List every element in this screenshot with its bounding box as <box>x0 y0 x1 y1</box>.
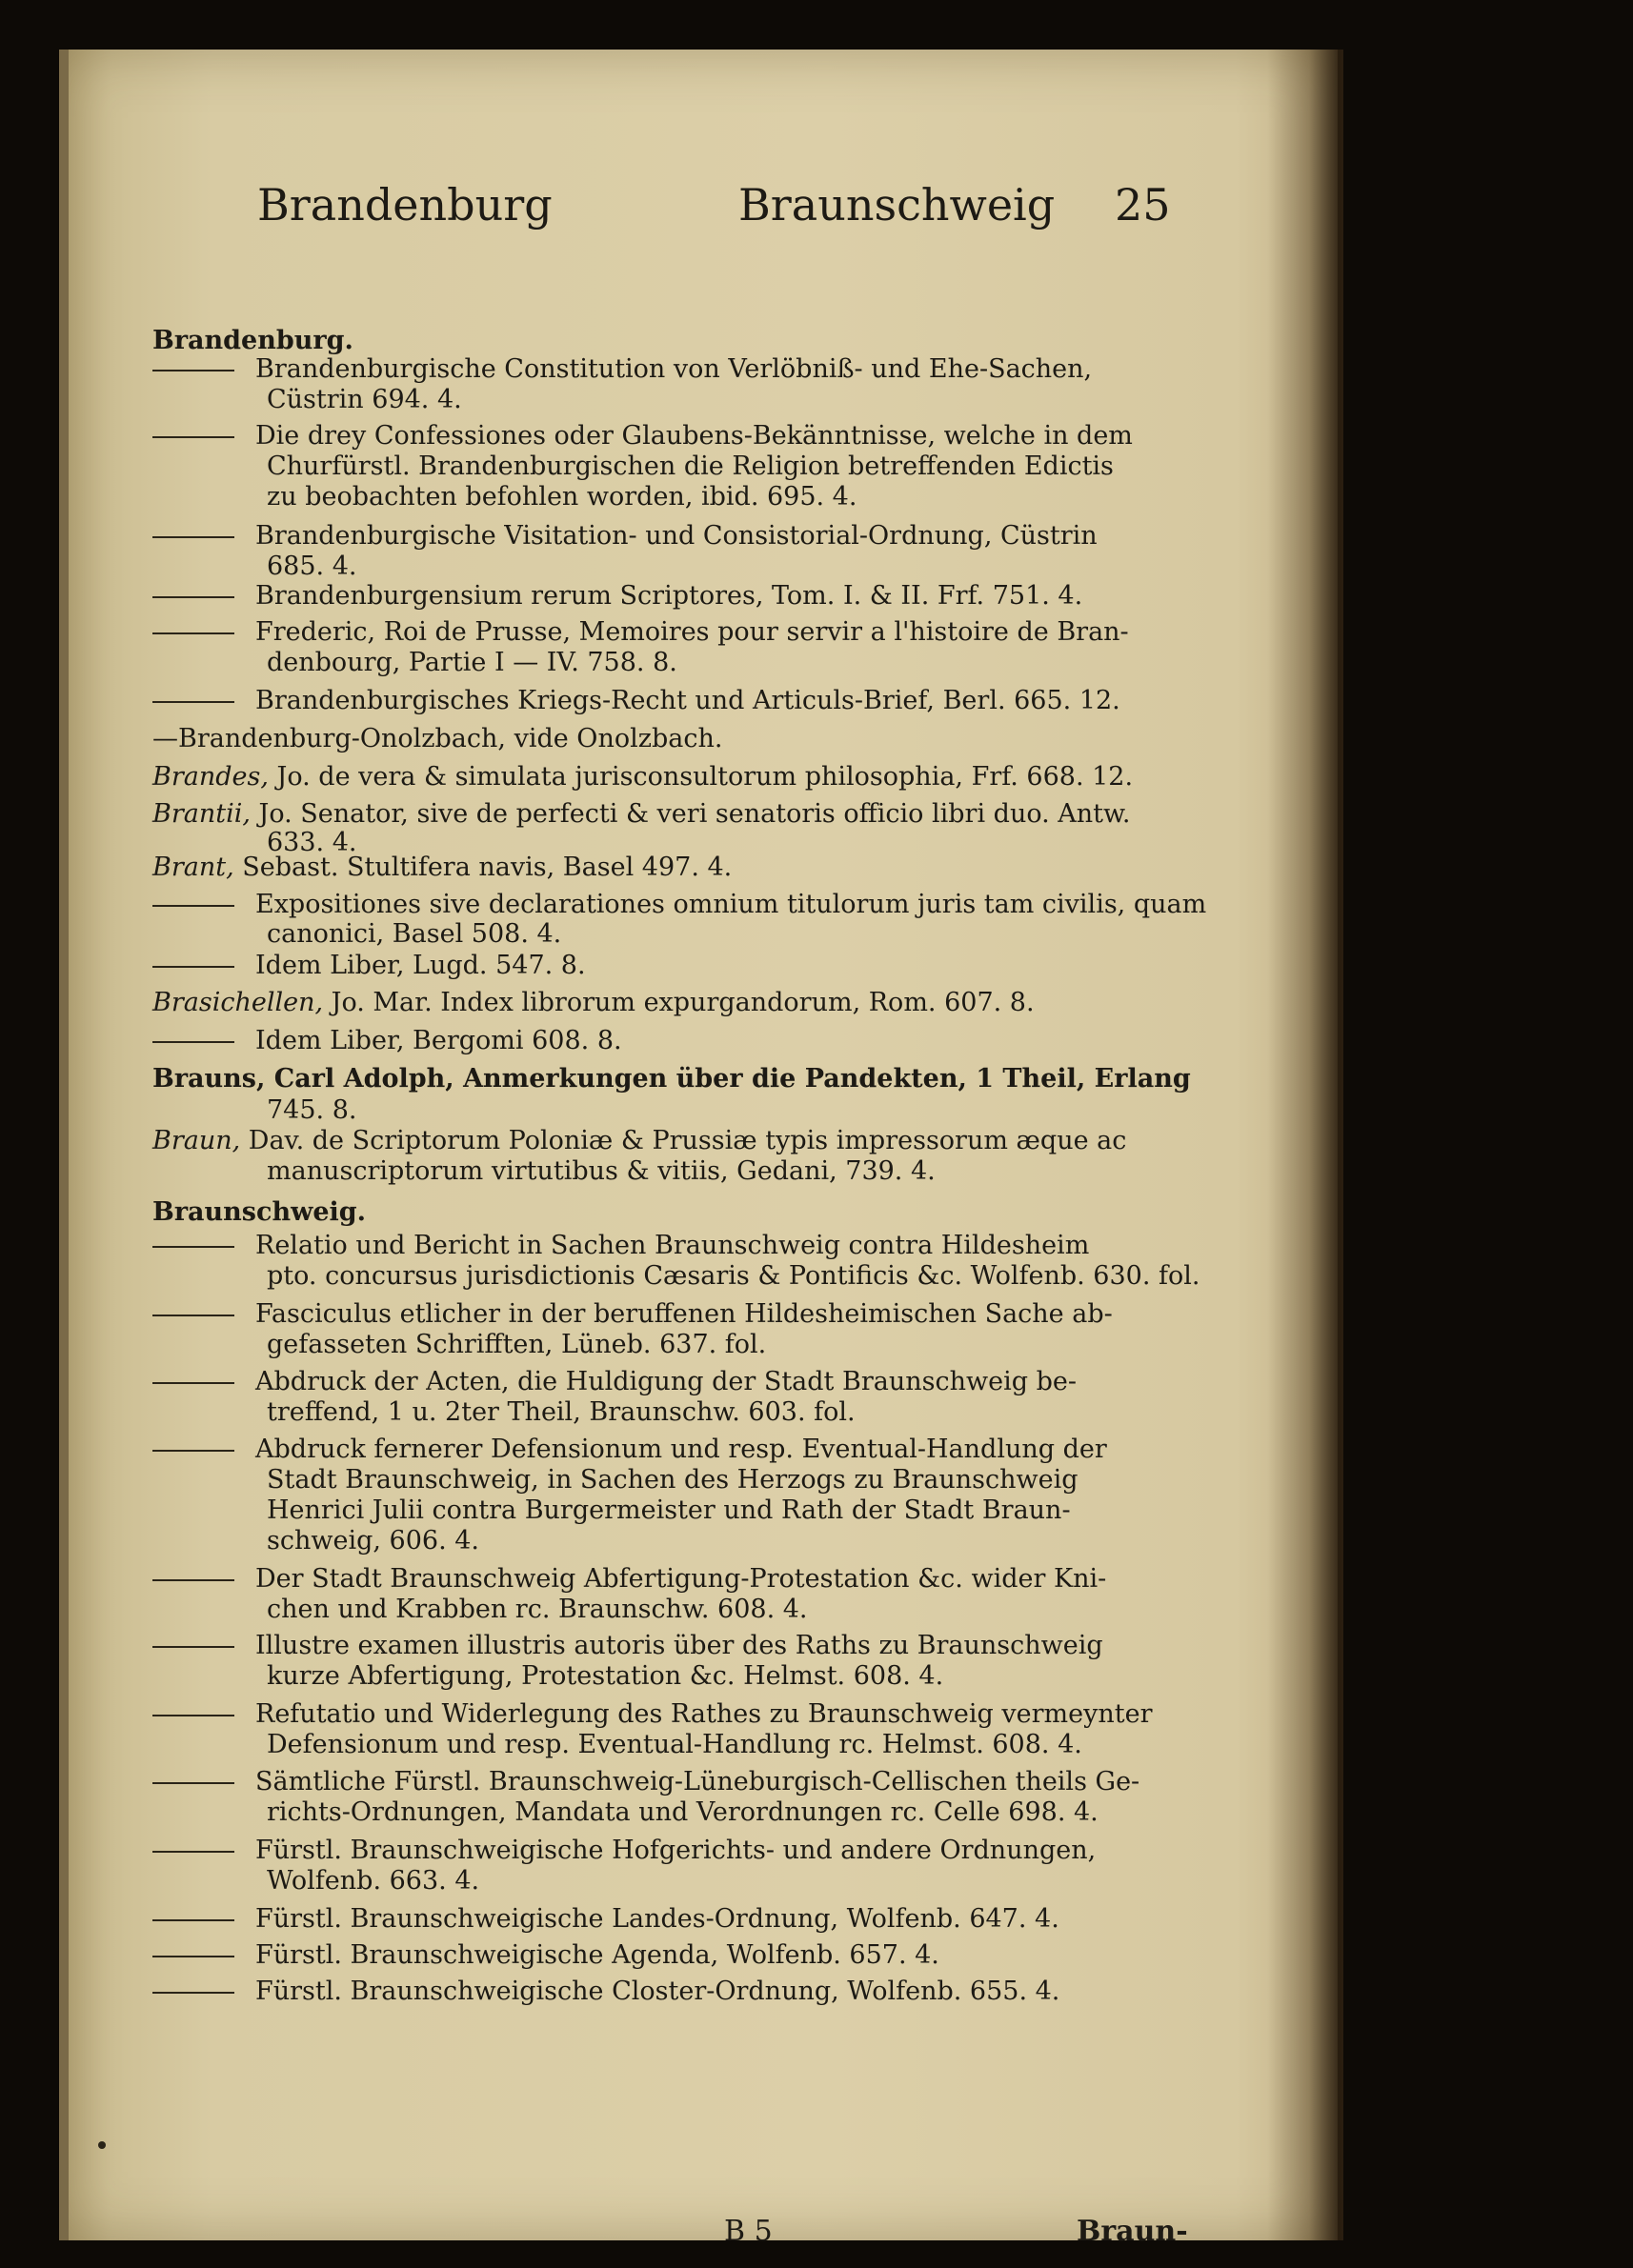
book-page <box>152 162 1210 2248</box>
ditto-dash <box>152 596 234 598</box>
catchword: Braun- <box>1077 2215 1188 2248</box>
entry-line <box>152 1435 1107 1465</box>
ditto-dash <box>152 436 234 438</box>
entry-text: Brandenburgisches Kriegs-Recht und Articuls-Brief, Berl. 665. 12. <box>255 686 1120 715</box>
entry-text: Illustre examen illustris autoris über des Raths zu Braunschweig <box>255 1631 1103 1660</box>
entry-line <box>267 1495 1071 1526</box>
entry-text: 633. 4. <box>267 828 357 857</box>
ink-spot <box>98 2141 106 2149</box>
ditto-dash <box>152 370 234 371</box>
entry-line <box>267 1261 1200 1292</box>
signature-mark: B 5 <box>724 2215 773 2248</box>
ditto-dash <box>152 1715 234 1716</box>
entry-line <box>152 1699 1153 1730</box>
entry-text: Idem Liber, Bergomi 608. 8. <box>255 1026 622 1055</box>
entry-text: pto. concursus jurisdictionis Cæsaris & Pontificis &c. Wolfenb. 630. fol. <box>267 1261 1200 1291</box>
left-page-edge <box>59 50 69 2240</box>
entry-text: Fasciculus etlicher in der beruffenen Hildesheimischen Sache ab- <box>255 1299 1113 1329</box>
entry-line <box>152 686 1120 716</box>
entry-line <box>152 421 1133 452</box>
ditto-dash <box>152 1382 234 1384</box>
running-head-left: Brandenburg <box>257 179 553 231</box>
ditto-dash <box>152 905 234 907</box>
entry-text: Sämtliche Fürstl. Braunschweig-Lüneburgisch-Cellischen theils Ge- <box>255 1767 1140 1796</box>
entry-line <box>152 1126 1126 1156</box>
entry-text: denbourg, Partie I — IV. 758. 8. <box>267 648 677 677</box>
running-head-center: Braunschweig <box>738 179 1056 231</box>
entry-text: Abdruck der Acten, die Huldigung der Stadt Braunschweig be- <box>255 1367 1077 1396</box>
entry-text: Wolfenb. 663. 4. <box>267 1866 480 1896</box>
entry-text: Brantii, Jo. Senator, sive de perfecti & veri senatoris officio libri duo. Antw. <box>152 799 1131 829</box>
entry-text: Brandenburgische Constitution von Verlöbniß- und Ehe-Sachen, <box>255 354 1093 384</box>
entry-text: Brasichellen, Jo. Mar. Index librorum expurgandorum, Rom. 607. 8. <box>152 988 1035 1017</box>
ditto-dash <box>152 1315 234 1316</box>
entry-text: Idem Liber, Lugd. 547. 8. <box>255 951 586 980</box>
author-name: Brasichellen, <box>152 988 324 1017</box>
entry-line <box>267 552 356 582</box>
entry-line <box>267 1595 808 1625</box>
entry-line <box>267 1730 1082 1760</box>
author-name: Brantii, <box>152 799 251 829</box>
entry-line <box>267 452 1114 482</box>
entry-text: Fürstl. Braunschweigische Closter-Ordnung, Wolfenb. 655. 4. <box>255 1977 1060 2006</box>
entry-line <box>267 385 462 415</box>
entry-text: schweig, 606. 4. <box>267 1526 480 1555</box>
entry-text: Henrici Julii contra Burgermeister und Rath der Stadt Braun- <box>267 1495 1071 1525</box>
entry-text: Brandes, Jo. de vera & simulata jurisconsultorum philosophia, Frf. 668. 12. <box>152 762 1134 792</box>
entry-line <box>152 1564 1106 1595</box>
entry-line <box>152 1940 939 1971</box>
entry-text: gefasseten Schrifften, Lüneb. 637. fol. <box>267 1330 767 1359</box>
entry-text: 685. 4. <box>267 552 357 581</box>
entry-text: 745. 8. <box>267 1095 357 1125</box>
entry-line <box>267 1797 1099 1828</box>
ditto-dash <box>152 966 234 968</box>
entry-line <box>152 762 1133 793</box>
page-number: 25 <box>1115 179 1171 231</box>
entry-line <box>152 1197 366 1228</box>
entry-line <box>152 853 732 883</box>
ditto-dash <box>152 1246 234 1248</box>
entry-line <box>267 1866 479 1897</box>
entry-line <box>267 1095 356 1126</box>
entry-text: treffend, 1 u. 2ter Theil, Braunschw. 603. fol. <box>267 1397 856 1427</box>
entry-text: Fürstl. Braunschweigische Landes-Ordnung, Wolfenb. 647. 4. <box>255 1904 1059 1934</box>
entry-text: Defensionum und resp. Eventual-Handlung rc. Helmst. 608. 4. <box>267 1730 1082 1759</box>
entry-text: manuscriptorum virtutibus & vitiis, Gedani, 739. 4. <box>267 1156 936 1186</box>
ditto-dash <box>152 1450 234 1452</box>
ditto-dash <box>152 536 234 538</box>
entry-line <box>267 1330 766 1360</box>
entry-text: Expositiones sive declarationes omnium titulorum juris tam civilis, quam <box>255 890 1207 919</box>
entry-line <box>267 1397 856 1428</box>
entry-text: —Brandenburg-Onolzbach, vide Onolzbach. <box>152 724 723 753</box>
entry-line <box>152 1977 1059 2007</box>
entry-text: Braun, Dav. de Scriptorum Poloniæ & Prussiæ typis impressorum æque ac <box>152 1126 1127 1155</box>
entry-text: Brauns, Carl Adolph, Anmerkungen über die Pandekten, 1 Theil, Erlang <box>152 1064 1191 1094</box>
entry-text: Braunschweig. <box>152 1197 367 1227</box>
entry-line <box>152 1231 1089 1261</box>
entry-line <box>267 1661 943 1692</box>
entry-text: Fürstl. Braunschweigische Hofgerichts- und andere Ordnungen, <box>255 1836 1097 1865</box>
entry-line <box>152 1026 622 1056</box>
entry-text: Der Stadt Braunschweig Abfertigung-Protestation &c. wider Kni- <box>255 1564 1107 1594</box>
entry-text: Brandenburgensium rerum Scriptores, Tom. I. & II. Frf. 751. 4. <box>255 581 1083 611</box>
entry-text: kurze Abfertigung, Protestation &c. Helmst. 608. 4. <box>267 1661 944 1691</box>
entry-line <box>152 1367 1077 1397</box>
entry-text: Brandenburg. <box>152 326 353 355</box>
entry-line <box>152 951 586 981</box>
entry-line <box>152 724 722 754</box>
author-name: Brant, <box>152 853 234 882</box>
entry-line <box>267 482 857 512</box>
entry-line <box>152 354 1092 385</box>
entry-text: Brandenburgische Visitation- und Consistorial-Ordnung, Cüstrin <box>255 521 1098 551</box>
entry-line <box>152 1904 1059 1935</box>
entry-text: zu beobachten befohlen worden, ibid. 695. 4. <box>267 482 857 512</box>
entry-line <box>152 1836 1096 1866</box>
entry-line <box>152 326 353 356</box>
entry-line <box>152 1064 1191 1094</box>
book-gutter-shadow <box>1267 50 1343 2240</box>
entry-line <box>152 890 1206 920</box>
entry-line <box>267 1465 1079 1495</box>
ditto-dash <box>152 1041 234 1043</box>
entry-text: richts-Ordnungen, Mandata und Verordnungen rc. Celle 698. 4. <box>267 1797 1099 1827</box>
ditto-dash <box>152 701 234 703</box>
entry-line <box>152 521 1098 552</box>
entry-line <box>152 799 1131 830</box>
ditto-dash <box>152 1646 234 1648</box>
ditto-dash <box>152 632 234 634</box>
entry-text: Relatio und Bericht in Sachen Braunschweig contra Hildesheim <box>255 1231 1090 1260</box>
entry-text: Refutatio und Widerlegung des Rathes zu Braunschweig vermeynter <box>255 1699 1153 1729</box>
entry-text: Frederic, Roi de Prusse, Memoires pour servir a l'histoire de Bran- <box>255 617 1129 647</box>
entry-line <box>267 1526 479 1556</box>
entry-text: chen und Krabben rc. Braunschw. 608. 4. <box>267 1595 808 1624</box>
entry-text: canonici, Basel 508. 4. <box>267 919 562 949</box>
entry-text: Die drey Confessiones oder Glaubens-Bekänntnisse, welche in dem <box>255 421 1133 451</box>
entry-line <box>152 1631 1103 1661</box>
author-name: Brandes, <box>152 762 269 792</box>
entry-line <box>152 1767 1139 1797</box>
ditto-dash <box>152 1992 234 1994</box>
running-head <box>152 162 1210 248</box>
entry-text: Churfürstl. Brandenburgischen die Religion betreffenden Edictis <box>267 452 1114 481</box>
ditto-dash <box>152 1579 234 1581</box>
entry-line <box>152 581 1082 612</box>
ditto-dash <box>152 1851 234 1853</box>
entry-text: Brant, Sebast. Stultifera navis, Basel 497. 4. <box>152 853 733 882</box>
entry-text: Cüstrin 694. 4. <box>267 385 462 414</box>
entry-line <box>152 988 1035 1018</box>
ditto-dash <box>152 1956 234 1957</box>
entry-line <box>152 617 1129 648</box>
entry-text: Abdruck fernerer Defensionum und resp. Eventual-Handlung der <box>255 1435 1107 1464</box>
author-name: Braun, <box>152 1126 241 1155</box>
entry-line <box>267 919 561 950</box>
entry-line <box>267 648 677 678</box>
ditto-dash <box>152 1919 234 1921</box>
entry-line <box>152 1299 1113 1330</box>
entry-text: Stadt Braunschweig, in Sachen des Herzogs zu Braunschweig <box>267 1465 1079 1495</box>
ditto-dash <box>152 1782 234 1784</box>
entry-line <box>267 1156 936 1187</box>
entry-text: Fürstl. Braunschweigische Agenda, Wolfenb. 657. 4. <box>255 1940 939 1970</box>
